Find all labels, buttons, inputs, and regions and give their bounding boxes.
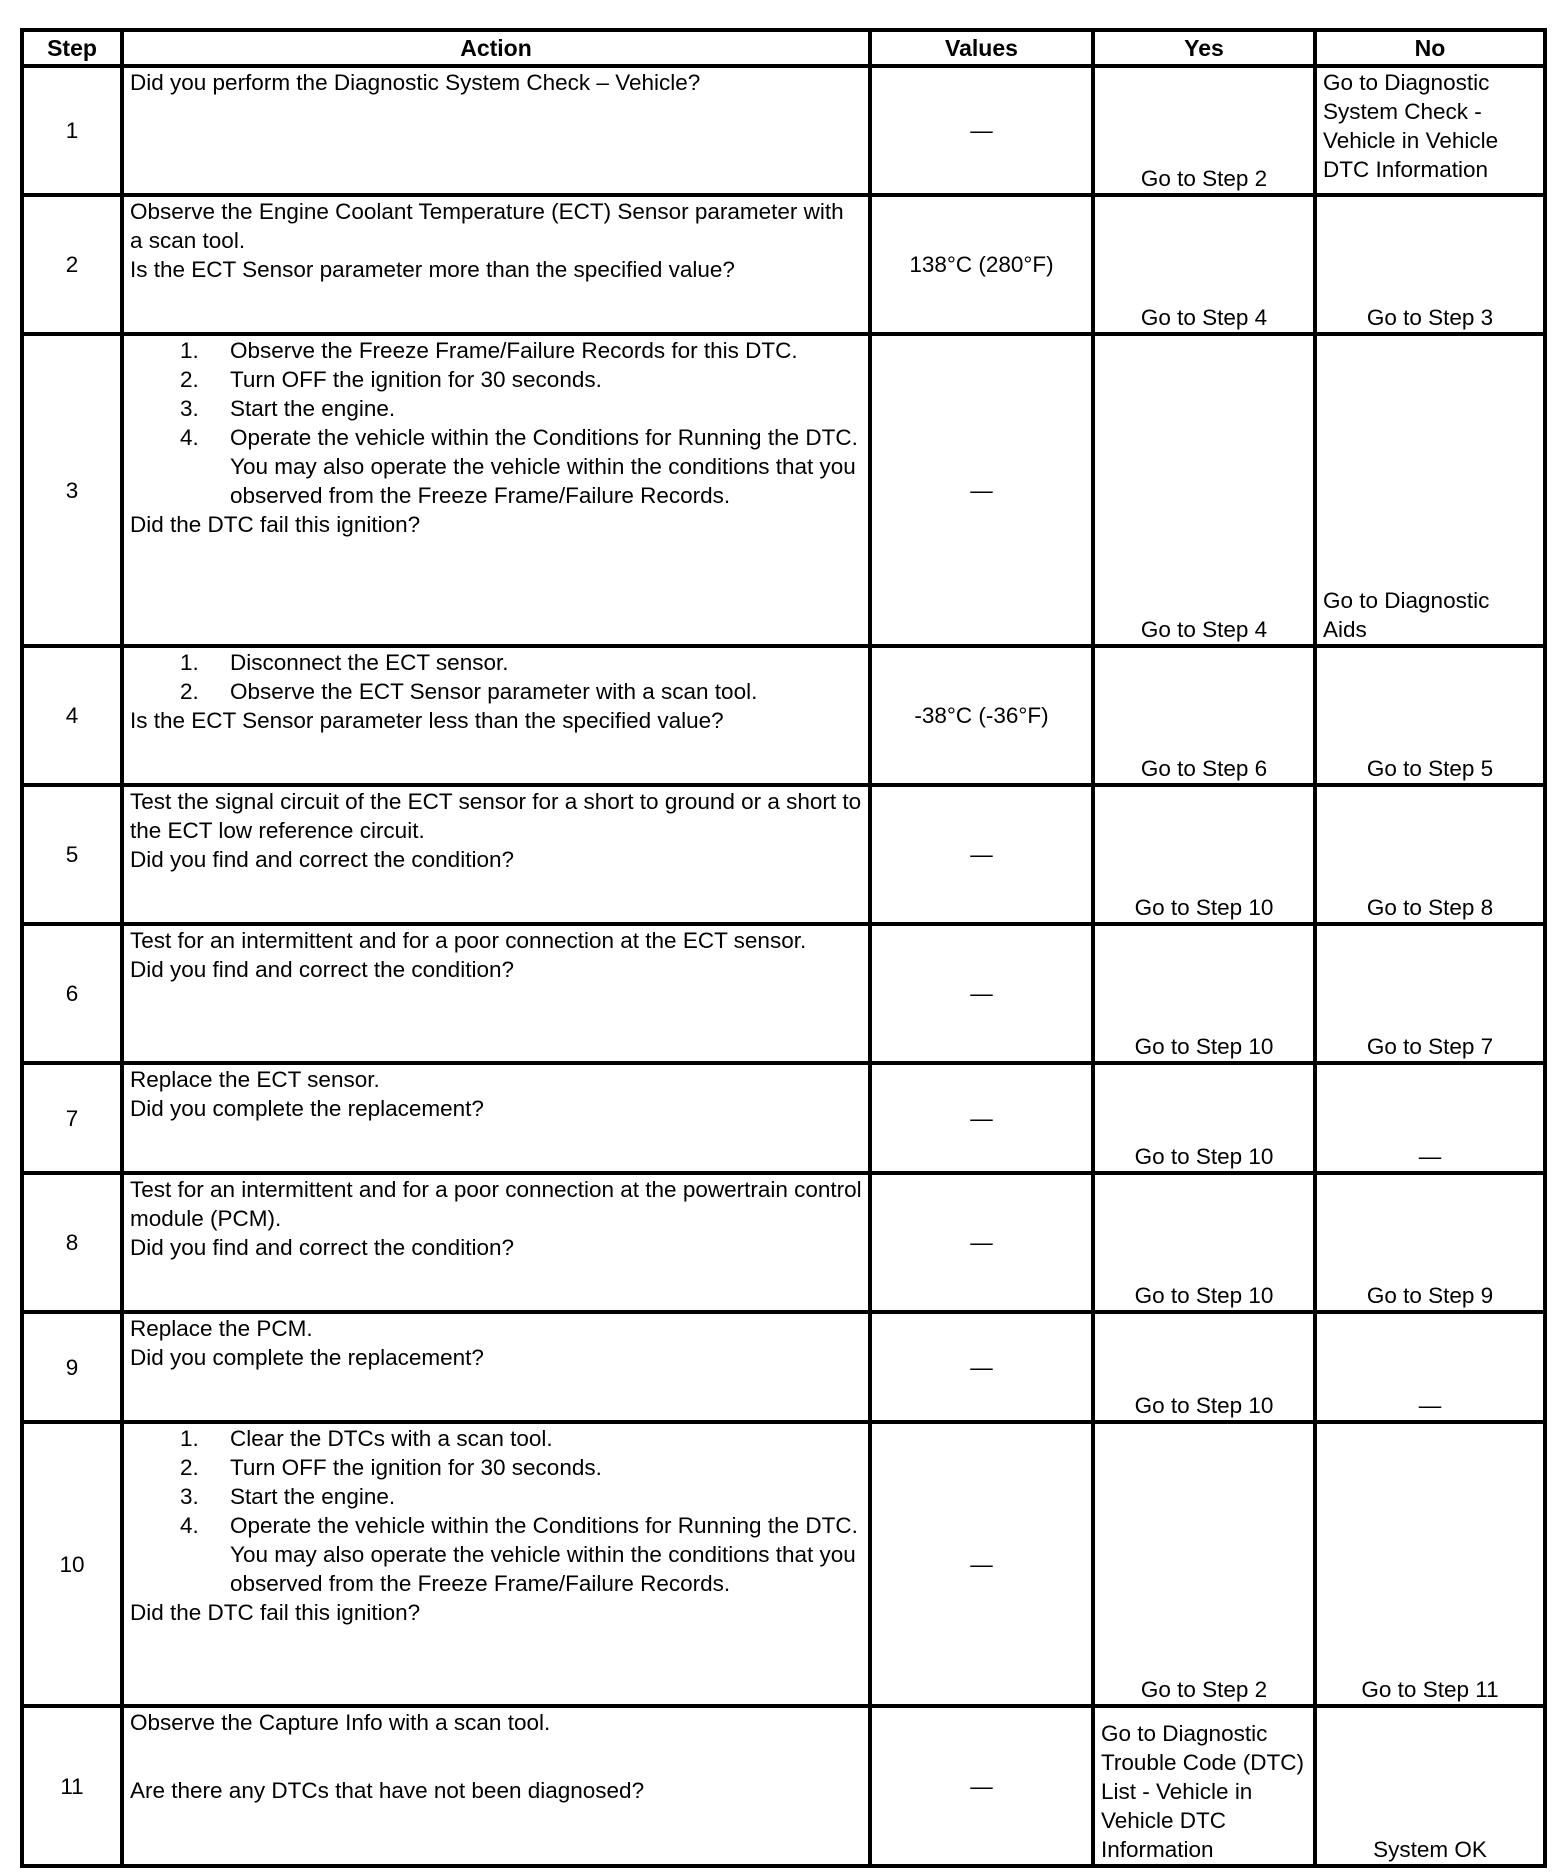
- value-cell: —: [870, 1706, 1093, 1866]
- list-item: Clear the DTCs with a scan tool.: [230, 1426, 553, 1451]
- no-cell: Go to Diagnostic System Check - Vehicle in Vehicle DTC Information: [1315, 66, 1545, 195]
- action-text: Test for an intermittent and for a poor connection at the powertrain control module (PCM).: [130, 1177, 862, 1231]
- table-row: [22, 195, 1545, 334]
- yes-cell: Go to Step 10: [1093, 1173, 1315, 1312]
- action-cell: [122, 1312, 870, 1422]
- no-cell: System OK: [1315, 1706, 1545, 1866]
- value-cell: —: [870, 785, 1093, 924]
- action-list: [130, 648, 862, 706]
- no-cell: Go to Step 7: [1315, 924, 1545, 1063]
- value-cell: —: [870, 924, 1093, 1063]
- no-cell: Go to Step 8: [1315, 785, 1545, 924]
- action-cell: [122, 785, 870, 924]
- value-cell: 138°C (280°F): [870, 195, 1093, 334]
- yes-cell: Go to Step 6: [1093, 646, 1315, 785]
- table-row: [22, 1173, 1545, 1312]
- action-cell: [122, 1173, 870, 1312]
- step-number: 1: [22, 66, 122, 195]
- no-cell: Go to Step 3: [1315, 195, 1545, 334]
- action-cell: [122, 195, 870, 334]
- no-cell: —: [1315, 1063, 1545, 1173]
- step-number: 6: [22, 924, 122, 1063]
- list-item: Observe the ECT Sensor parameter with a scan tool.: [230, 679, 758, 704]
- action-text: Observe the Capture Info with a scan tool.: [130, 1710, 551, 1735]
- list-item: Turn OFF the ignition for 30 seconds.: [230, 1455, 602, 1480]
- action-text: Test the signal circuit of the ECT sensor for a short to ground or a short to the ECT low reference circuit.: [130, 789, 862, 843]
- value-cell: —: [870, 66, 1093, 195]
- header-action: Action: [122, 30, 870, 66]
- action-text: Replace the PCM.: [130, 1316, 313, 1341]
- value-cell: —: [870, 1063, 1093, 1173]
- table-row: [22, 1422, 1545, 1706]
- yes-cell: Go to Step 2: [1093, 1422, 1315, 1706]
- action-text: Observe the Engine Coolant Temperature (ECT) Sensor parameter with a scan tool.: [130, 199, 844, 253]
- action-question: Did you complete the replacement?: [130, 1096, 484, 1121]
- list-item: Turn OFF the ignition for 30 seconds.: [230, 367, 602, 392]
- diagnostic-table: [20, 28, 1547, 1868]
- no-cell: Go to Diagnostic Aids: [1315, 334, 1545, 646]
- list-item: Disconnect the ECT sensor.: [230, 650, 509, 675]
- action-question: Did you find and correct the condition?: [130, 847, 514, 872]
- table-row: [22, 66, 1545, 195]
- step-number: 8: [22, 1173, 122, 1312]
- yes-cell: Go to Step 10: [1093, 785, 1315, 924]
- header-row: [22, 30, 1545, 66]
- header-yes: Yes: [1093, 30, 1315, 66]
- list-item: Start the engine.: [230, 396, 396, 421]
- yes-cell: Go to Step 2: [1093, 66, 1315, 195]
- action-cell: [122, 1063, 870, 1173]
- no-cell: —: [1315, 1312, 1545, 1422]
- action-question: Did the DTC fail this ignition?: [130, 1600, 421, 1625]
- value-cell: —: [870, 1312, 1093, 1422]
- action-text: Test for an intermittent and for a poor connection at the ECT sensor.: [130, 928, 807, 953]
- yes-cell: Go to Step 10: [1093, 924, 1315, 1063]
- action-question: Are there any DTCs that have not been diagnosed?: [130, 1778, 645, 1803]
- action-question: Did you complete the replacement?: [130, 1345, 484, 1370]
- step-number: 4: [22, 646, 122, 785]
- step-number: 5: [22, 785, 122, 924]
- table-row: [22, 785, 1545, 924]
- table-row: [22, 1706, 1545, 1866]
- yes-cell: Go to Diagnostic Trouble Code (DTC) List - Vehicle in Vehicle DTC Information: [1093, 1706, 1315, 1866]
- action-list: [130, 1424, 862, 1598]
- value-cell: —: [870, 1422, 1093, 1706]
- step-number: 9: [22, 1312, 122, 1422]
- action-question: Did you find and correct the condition?: [130, 1235, 514, 1260]
- action-cell: [122, 646, 870, 785]
- step-number: 7: [22, 1063, 122, 1173]
- table-row: [22, 924, 1545, 1063]
- action-text: Did you perform the Diagnostic System Check – Vehicle?: [130, 70, 701, 95]
- action-question: Did the DTC fail this ignition?: [130, 512, 421, 537]
- action-text: Replace the ECT sensor.: [130, 1067, 380, 1092]
- yes-cell: Go to Step 4: [1093, 334, 1315, 646]
- action-cell: [122, 924, 870, 1063]
- table-row: [22, 1312, 1545, 1422]
- list-item: Operate the vehicle within the Conditions for Running the DTC. You may also operate the vehicle within the conditions that you observed from the Freeze Frame/Failure Records.: [230, 1513, 858, 1596]
- action-cell: [122, 334, 870, 646]
- action-question: Is the ECT Sensor parameter less than the specified value?: [130, 708, 724, 733]
- step-number: 2: [22, 195, 122, 334]
- action-cell: [122, 66, 870, 195]
- header-values: Values: [870, 30, 1093, 66]
- value-cell: —: [870, 334, 1093, 646]
- list-item: Start the engine.: [230, 1484, 396, 1509]
- step-number: 3: [22, 334, 122, 646]
- table-row: [22, 646, 1545, 785]
- list-item: Observe the Freeze Frame/Failure Records for this DTC.: [230, 338, 798, 363]
- yes-cell: Go to Step 10: [1093, 1312, 1315, 1422]
- table-row: [22, 1063, 1545, 1173]
- action-cell: [122, 1422, 870, 1706]
- step-number: 11: [22, 1706, 122, 1866]
- list-item: Operate the vehicle within the Conditions for Running the DTC. You may also operate the vehicle within the conditions that you observed from the Freeze Frame/Failure Records.: [230, 425, 858, 508]
- header-no: No: [1315, 30, 1545, 66]
- yes-cell: Go to Step 10: [1093, 1063, 1315, 1173]
- no-cell: Go to Step 9: [1315, 1173, 1545, 1312]
- step-number: 10: [22, 1422, 122, 1706]
- value-cell: —: [870, 1173, 1093, 1312]
- action-question: Is the ECT Sensor parameter more than the specified value?: [130, 257, 735, 282]
- value-cell: -38°C (-36°F): [870, 646, 1093, 785]
- action-list: [130, 336, 862, 510]
- no-cell: Go to Step 5: [1315, 646, 1545, 785]
- table-row: [22, 334, 1545, 646]
- yes-cell: Go to Step 4: [1093, 195, 1315, 334]
- action-cell: [122, 1706, 870, 1866]
- header-step: Step: [22, 30, 122, 66]
- no-cell: Go to Step 11: [1315, 1422, 1545, 1706]
- action-question: Did you find and correct the condition?: [130, 957, 514, 982]
